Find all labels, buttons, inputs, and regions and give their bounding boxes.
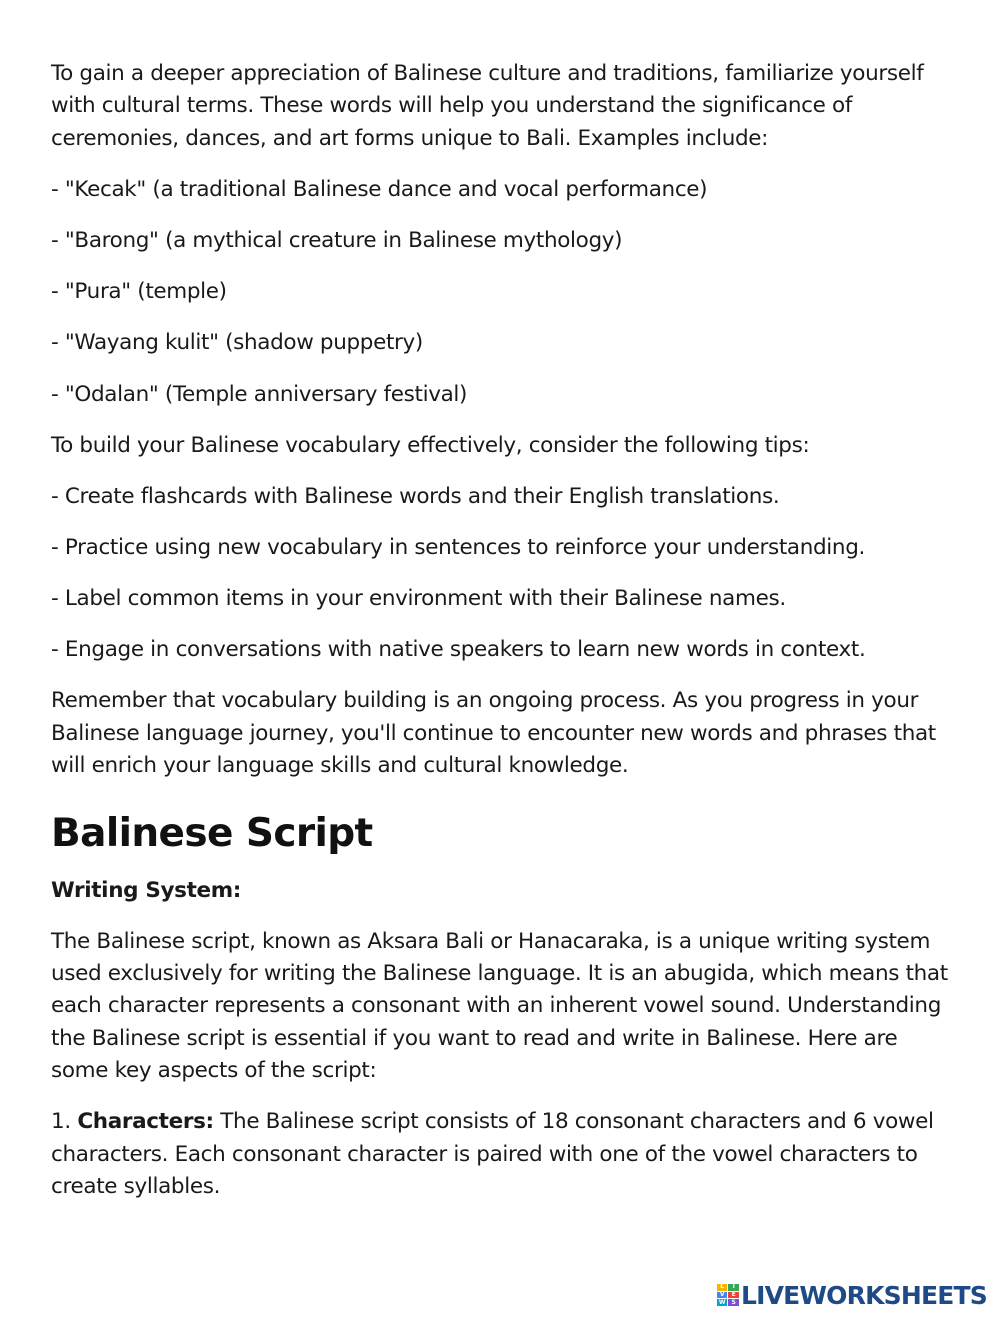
item-text: The Balinese script consists of 18 consonant characters and 6 vowel characters. Each consonant character is paired with one of the vowel characters to create syllables. bbox=[51, 1109, 934, 1199]
tips-list bbox=[51, 481, 956, 667]
list-item: - Engage in conversations with native speakers to learn new words in context. bbox=[51, 637, 866, 663]
item-number: 1. bbox=[51, 1109, 78, 1135]
list-item: - Label common items in your environment with their Balinese names. bbox=[51, 586, 786, 612]
section-title: Balinese Script bbox=[51, 810, 373, 856]
list-item: - Create flashcards with Balinese words and their English translations. bbox=[51, 483, 780, 509]
logo-tile: V bbox=[717, 1292, 728, 1299]
logo-tile: E bbox=[728, 1292, 739, 1299]
logo-tile: L bbox=[717, 1284, 728, 1291]
document-page bbox=[51, 58, 956, 1222]
numbered-item-characters bbox=[51, 1106, 956, 1203]
list-item: - "Pura" (temple) bbox=[51, 279, 227, 305]
item-label: Characters: bbox=[77, 1109, 214, 1135]
list-item: - "Wayang kulit" (shadow puppetry) bbox=[51, 330, 423, 356]
list-item: - "Kecak" (a traditional Balinese dance and vocal performance) bbox=[51, 176, 708, 202]
logo-text: LIVEWORKSHEETS bbox=[740, 1280, 987, 1310]
closing-paragraph: Remember that vocabulary building is an ongoing process. As you progress in your Balinese language journey, you'll continue to encounter new words and phrases that will enrich your language skills and cultural knowledge. bbox=[51, 688, 936, 779]
logo-tile: S bbox=[728, 1299, 739, 1306]
tips-intro: To build your Balinese vocabulary effectively, consider the following tips: bbox=[51, 432, 810, 458]
logo-icon bbox=[717, 1284, 739, 1306]
list-item: - "Odalan" (Temple anniversary festival) bbox=[51, 381, 468, 407]
logo-tile: I bbox=[728, 1284, 739, 1291]
list-item: - Practice using new vocabulary in sentences to reinforce your understanding. bbox=[51, 534, 865, 560]
cultural-terms-list bbox=[51, 174, 956, 411]
logo-tile: W bbox=[718, 1298, 726, 1306]
intro-paragraph: To gain a deeper appreciation of Balinese culture and traditions, familiarize yourself with cultural terms. These words will help you understand the significance of ceremonies, dances, and art forms unique to Bali. Examples include: bbox=[51, 61, 924, 151]
section-subheading: Writing System: bbox=[51, 877, 242, 903]
liveworksheets-logo[interactable] bbox=[717, 1279, 987, 1311]
list-item: - "Barong" (a mythical creature in Balinese mythology) bbox=[51, 227, 623, 253]
script-paragraph: The Balinese script, known as Aksara Bali or Hanacaraka, is a unique writing system used exclusively for writing the Balinese language. It is an abugida, which means that each character represents a consonant with an inherent vowel sound. Understanding the Balinese script is essential if you want to read and write in Balinese. Here are some key aspects of the script: bbox=[51, 928, 948, 1084]
